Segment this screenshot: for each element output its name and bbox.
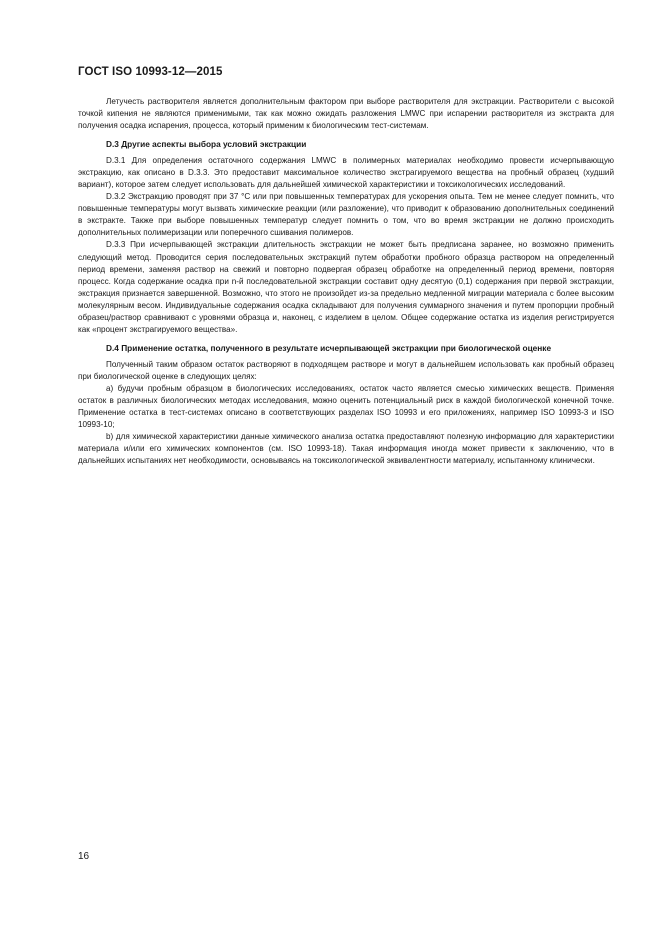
paragraph-solvent-volatility: Летучесть растворителя является дополнительным фактором при выборе растворителя для экстракции. Растворители с высокой точкой кипения не являются применимыми, так как можно ожидать разложения LMWC при испарении растворителя из экстракта для получения осадка испарения, процесса, который применим к биологическим тест-системам. xyxy=(78,97,614,131)
section-heading-d3: D.3 Другие аспекты выбора условий экстракции xyxy=(106,139,307,150)
paragraph-d3-3: D.3.3 При исчерпывающей экстракции длительность экстракции не может быть предписана заранее, но возможно применить следующий метод. Проводится серия последовательных экстракций путем обработки пробного образца раствором на определенный период времени, заменяя раствор на свежий и повторно подвергая образец обработке на определенный период времени, повторяя процесс. Когда содержание осадка при n-й последовательной экстракции составит одну десятую (0,1) содержания при первой экстракции, экстракция признается завершенной. Возможно, что этого не произойдет из-за предельно медленной миграции материала с более высоким молекулярным весом. Индивидуальные содержания осадка складывают для получения суммарного значения и путем пропорции пробный образец/раствор сравнивают с уровнями образца и, наконец, с изделием в целом. Общее содержание остатка из изделия регистрируется как «процент экстрагируемого вещества». xyxy=(78,240,614,334)
document-standard-header: ГОСТ ISO 10993-12—2015 xyxy=(78,66,223,78)
paragraph-d4-intro: Полученный таким образом остаток растворяют в подходящем растворе и могут в дальнейшем использовать как пробный образец при биологической оценке в следующих целях: xyxy=(78,359,614,381)
paragraph-d3-1: D.3.1 Для определения остаточного содержания LMWC в полимерных материалах необходимо провести исчерпывающую экстракцию, как описано в D.3.3. Это предоставит максимальное количество экстрагируемого вещества на пробный образец (худший вариант), которое затем следует использовать для дальнейшей химической характеристики и токсикологических исследований. xyxy=(78,156,614,190)
section-heading-d4: D.4 Применение остатка, полученного в результате исчерпывающей экстракции при биологической оценке xyxy=(106,342,552,353)
page-number: 16 xyxy=(78,851,90,862)
document-body xyxy=(78,96,614,467)
list-item-a: а) будучи пробным образцом в биологических исследованиях, остаток часто является смесью химических веществ. Применяя остаток в различных биологических методах исследования, можно оценить потенциальный риск в каждой биологической конечной точке. Применение остатка в тест-системах описано в соответствующих разделах ISO 10993 и его приложениях, например ISO 10993-3 и ISO 10993-10; xyxy=(78,383,614,430)
list-item-b: b) для химической характеристики данные химического анализа остатка предоставляют полезную информацию для характеристики материала и/или его химических компонентов (см. ISO 10993-18). Такая информация иногда может привести к заключению, что в дальнейших испытаниях нет необходимости, основываясь на токсикологической эквивалентности материалу, испытанному клинически. xyxy=(78,432,614,466)
paragraph-d3-2: D.3.2 Экстракцию проводят при 37 °С или при повышенных температурах для ускорения опыта. Тем не менее следует помнить, что повышенные температуры могут вызвать химические реакции (или разложение), что приводит к образованию дополнительных соединений в экстракте. Также при выборе повышенных температур следует помнить о том, что во время экстракции не должно происходить дополнительных полимеризации или поперечного сшивания полимеров. xyxy=(78,192,614,238)
